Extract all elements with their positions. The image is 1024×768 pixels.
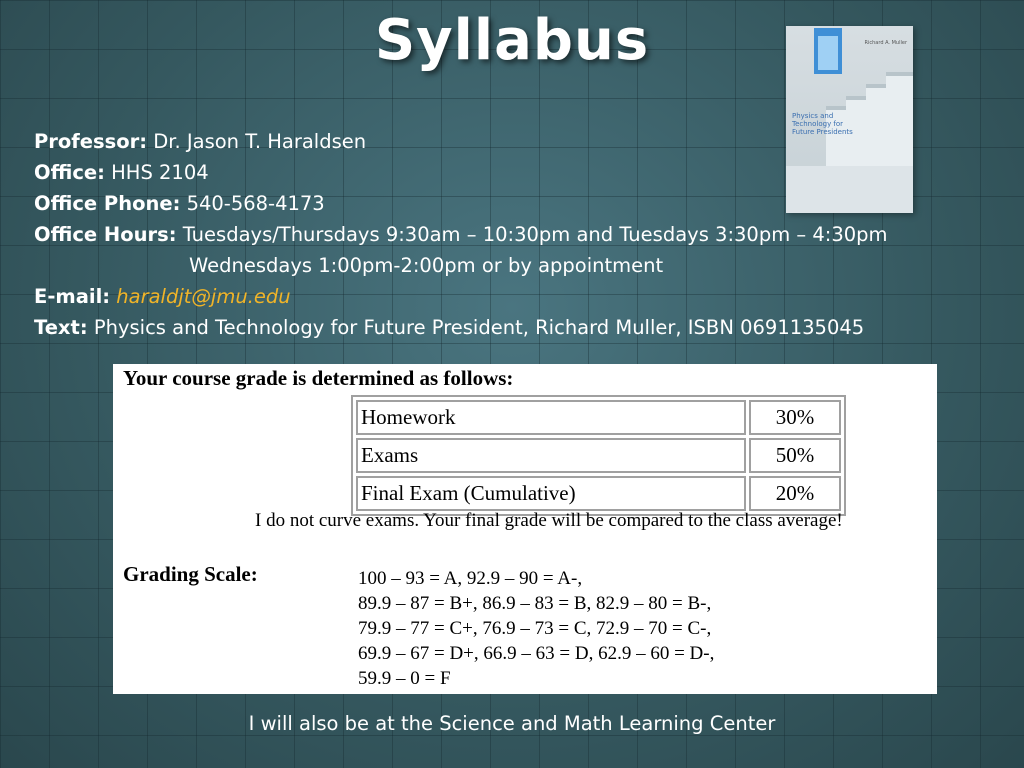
table-row	[356, 438, 841, 473]
grading-scale-heading: Grading Scale:	[123, 562, 258, 586]
course-info	[34, 126, 994, 343]
book-title: Physics and Technology for Future Presidents	[792, 112, 853, 136]
component-percent: 20%	[749, 476, 841, 511]
component-percent: 50%	[749, 438, 841, 473]
table-row	[356, 476, 841, 511]
grade-heading: Your course grade is determined as follows:	[123, 366, 514, 390]
component-name: Final Exam (Cumulative)	[356, 476, 746, 511]
component-percent: 30%	[749, 400, 841, 435]
text-row	[34, 312, 994, 343]
list-item: 59.9 – 0 = F	[358, 668, 451, 689]
email-link[interactable]: haraldjt@jmu.edu	[116, 285, 291, 308]
office-hours-row	[34, 219, 994, 250]
list-item: 100 – 93 = A, 92.9 – 90 = A-,	[358, 568, 583, 589]
component-name: Homework	[356, 400, 746, 435]
footer-note: I will also be at the Science and Math Learning Center	[248, 712, 776, 735]
text-value: Physics and Technology for Future President, Richard Muller, ISBN 0691135045	[87, 316, 865, 339]
office-hours-label: Office Hours:	[34, 223, 177, 246]
grade-components-table	[351, 395, 846, 516]
professor-row	[34, 126, 994, 157]
email-row	[34, 281, 994, 312]
office-row	[34, 157, 994, 188]
grading-image	[113, 364, 937, 694]
professor-value: Dr. Jason T. Haraldsen	[147, 130, 367, 153]
office-phone-value: 540-568-4173	[180, 192, 325, 215]
text-label: Text:	[34, 316, 88, 339]
office-phone-row	[34, 188, 994, 219]
professor-label: Professor:	[34, 130, 148, 153]
curve-note: I do not curve exams. Your final grade will be compared to the class average!	[255, 510, 843, 531]
grading-scale-list	[358, 566, 714, 691]
office-value: HHS 2104	[104, 161, 209, 184]
list-item: 79.9 – 77 = C+, 76.9 – 73 = C, 72.9 – 70 = C-,	[358, 618, 712, 639]
office-hours-row-2	[34, 250, 994, 281]
slide-title: Syllabus	[374, 8, 650, 73]
office-label: Office:	[34, 161, 105, 184]
office-hours-value: Tuesdays/Thursdays 9:30am – 10:30pm and Tuesdays 3:30pm – 4:30pm	[176, 223, 888, 246]
office-hours-value-line2: Wednesdays 1:00pm-2:00pm or by appointment	[189, 254, 664, 277]
list-item: 89.9 – 87 = B+, 86.9 – 83 = B, 82.9 – 80 = B-,	[358, 593, 712, 614]
list-item: 69.9 – 67 = D+, 66.9 – 63 = D, 62.9 – 60 = D-,	[358, 643, 715, 664]
email-label: E-mail:	[34, 285, 111, 308]
office-phone-label: Office Phone:	[34, 192, 181, 215]
table-row	[356, 400, 841, 435]
component-name: Exams	[356, 438, 746, 473]
book-author: Richard A. Muller	[864, 40, 907, 46]
